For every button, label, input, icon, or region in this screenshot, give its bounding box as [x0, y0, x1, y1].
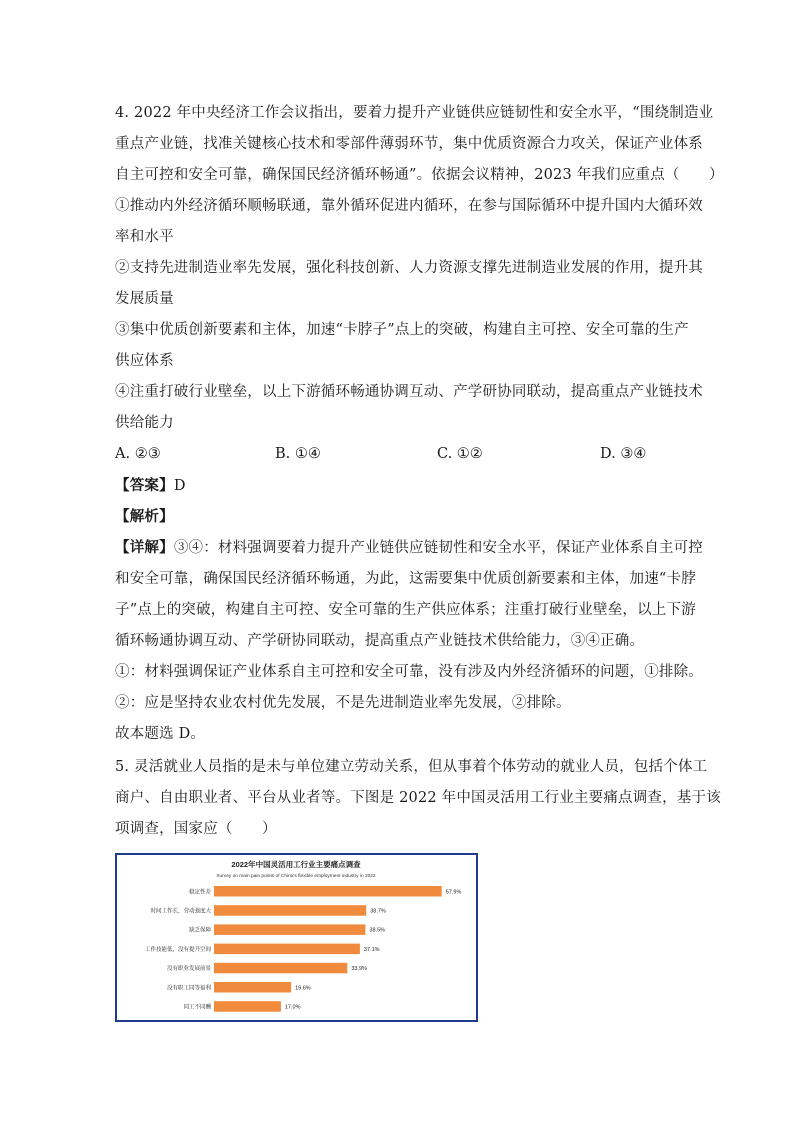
detail-line-4: 循环畅通协调互动、产学研协同联动，提高重点产业链技术供给能力，③④正确。	[115, 633, 645, 649]
answer-tag: 【答案】	[115, 477, 174, 494]
chart-marks	[145, 886, 461, 1012]
answer-line	[115, 476, 186, 496]
analysis-line	[115, 507, 174, 527]
option-b: B. ①④	[275, 446, 321, 462]
chart-svg	[117, 855, 476, 1020]
category-label: 稳定性差	[188, 889, 211, 896]
chart-title: 2022年中国灵活用工行业主要痛点调查	[231, 860, 361, 869]
detail-tag: 【详解】	[115, 539, 174, 556]
q4-line-9: 供应体系	[115, 353, 174, 369]
pain-points-chart	[115, 853, 478, 1022]
category-label: 同工不同酬	[183, 1004, 211, 1011]
value-label: 38.7%	[370, 908, 386, 915]
detail-line-5: ①：材料强调保证产业体系自主可控和安全可靠，没有涉及内外经济循环的问题，①排除。	[115, 664, 703, 680]
q4-line-10: ④注重打破行业壁垒，以上下游循环畅通协调互动、产学研协同联动，提高重点产业链技术	[115, 384, 703, 400]
q5-line-3: 项调查，国家应（ ）	[115, 821, 277, 837]
bar	[214, 963, 347, 974]
detail-text-1: ③④：材料强调要着力提升产业链供应链韧性和安全水平，保证产业体系自主可控	[173, 540, 704, 556]
answer-value: D	[173, 478, 186, 494]
value-label: 17.0%	[284, 1004, 301, 1011]
q4-line-11: 供给能力	[115, 415, 174, 431]
q4-line-7: 发展质量	[115, 291, 174, 307]
bar	[214, 905, 366, 916]
q4-line-5: 率和水平	[115, 229, 174, 245]
detail-line-2: 和安全可靠，确保国民经济循环畅通，为此，这需要集中优质创新要素和主体，加速“卡脖	[115, 571, 696, 587]
category-label: 没有职工同等福利	[166, 985, 211, 992]
value-label: 38.5%	[369, 927, 386, 934]
bar	[214, 924, 365, 935]
value-label: 19.6%	[295, 985, 311, 992]
q4-line-4: ①推动内外经济循环顺畅联通，靠外循环促进内循环，在参与国际循环中提升国内大循环效	[115, 198, 703, 214]
chart-subtitle: Survey on main pain points of China's flexible employment industry in 2022	[216, 874, 376, 879]
category-label: 没有职业发展前景	[166, 966, 211, 973]
q4-line-6: ②支持先进制造业率先发展，强化科技创新、人力资源支撑先进制造业发展的作用，提升其	[115, 260, 703, 276]
category-label: 时间工作长，劳动强度大	[150, 908, 211, 915]
category-label: 工作技能低，没有提升空间	[144, 946, 211, 953]
q4-line-2: 重点产业链，找准关键核心技术和零部件薄弱环节，集中优质资源合力攻关，保证产业体系	[115, 136, 703, 152]
detail-line-1	[115, 538, 703, 558]
detail-line-7: 故本题选 D。	[115, 726, 206, 742]
bar	[214, 982, 291, 993]
analysis-tag: 【解析】	[115, 508, 174, 525]
option-d: D. ③④	[600, 446, 647, 462]
q4-line-8: ③集中优质创新要素和主体，加速“卡脖子”点上的突破，构建自主可控、安全可靠的生产	[115, 322, 689, 338]
value-label: 57.9%	[445, 889, 462, 896]
value-label: 33.9%	[351, 966, 367, 973]
option-a: A. ②③	[115, 446, 161, 462]
q5-line-2: 商户、自由职业者、平台从业者等。下图是 2022 年中国灵活用工行业主要痛点调查，基于该	[115, 790, 721, 806]
bar	[214, 944, 360, 955]
option-c: C. ①②	[437, 446, 483, 462]
q5-line-1: 5. 灵活就业人员指的是未与单位建立劳动关系，但从事着个体劳动的就业人员，包括个体工	[115, 759, 708, 775]
q4-line-1: 4. 2022 年中央经济工作会议指出，要着力提升产业链供应链韧性和安全水平，“围绕制造业	[115, 105, 714, 121]
bar	[214, 886, 442, 897]
bar	[214, 1001, 281, 1012]
detail-line-3: 子”点上的突破，构建自主可控、安全可靠的生产供应体系；注重打破行业壁垒，以上下游	[115, 602, 696, 618]
value-label: 37.1%	[363, 946, 380, 953]
detail-line-6: ②：应是坚持农业农村优先发展，不是先进制造业率先发展，②排除。	[115, 695, 571, 711]
q4-line-3: 自主可控和安全可靠，确保国民经济循环畅通”。依据会议精神，2023 年我们应重点（ ）	[115, 167, 724, 183]
category-label: 缺乏保障	[188, 927, 211, 934]
